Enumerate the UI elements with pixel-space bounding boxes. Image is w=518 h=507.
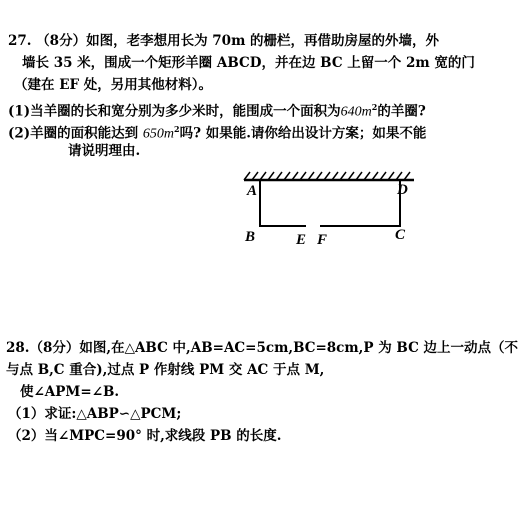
q28-part-1: （1）求证:△ABP∽△PCM;	[8, 406, 182, 422]
sheep-pen-diagram	[240, 170, 420, 250]
q27-area-650-exponent: 2	[174, 124, 180, 134]
q27-part-2-suffix: 吗? 如果能.请你给出设计方案；如果不能	[179, 125, 427, 142]
q28-part-2: （2）当∠MPC=90° 时,求线段 PB 的长度.	[8, 428, 282, 444]
q27-part-1	[8, 98, 426, 122]
label-b: B	[245, 229, 256, 245]
fence-right-bottom	[320, 180, 400, 226]
q28-line-2: 与点 B,C 重合),过点 P 作射线 PM 交 AC 于点 M,	[6, 362, 325, 378]
q28-line-1: 28.（8分）如图,在△ABC 中,AB=AC=5cm,BC=8cm,P 为 BC 边上一动点（不	[6, 340, 518, 356]
q27-line-2: 墙长 35 米，围成一个矩形羊圈 ABCD，并在边 BC 上留一个 2m 宽的门	[22, 55, 475, 71]
label-c: C	[395, 227, 406, 243]
q27-part-2	[8, 120, 426, 144]
q27-part-1-suffix: 的羊圈?	[377, 103, 426, 120]
label-e: E	[296, 232, 307, 248]
q27-line-1: 27. （8分）如图，老李想用长为 70m 的栅栏，再借助房屋的外墙，外	[8, 33, 440, 49]
label-f: F	[317, 232, 328, 248]
fence-left-bottom	[260, 180, 306, 226]
q27-part-1-prefix: (1)当羊圈的长和宽分别为多少米时，能围成一个面积为	[8, 103, 341, 120]
q27-part-2-prefix: (2)羊圈的面积能达到	[8, 125, 139, 142]
q27-line-6: 请说明理由.	[68, 143, 141, 159]
label-d: D	[397, 182, 408, 198]
q27-area-650: 650m	[142, 126, 174, 142]
label-a: A	[247, 183, 258, 199]
q27-line-3: （建在 EF 处，另用其他材料）。	[14, 77, 213, 93]
q28-line-3: 使∠APM=∠B.	[20, 384, 120, 400]
q27-area-640-exponent: 2	[371, 102, 378, 112]
q27-area-640: 640m	[340, 104, 372, 120]
